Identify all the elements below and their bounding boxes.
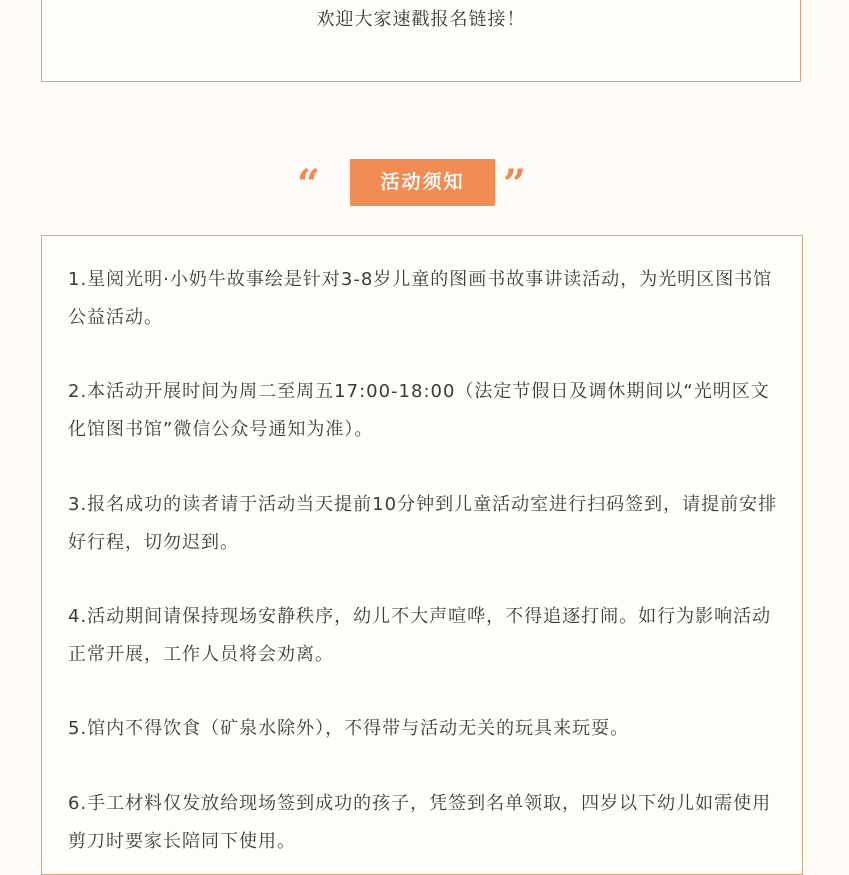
intro-text: 欢迎大家速戳报名链接！ <box>316 9 526 30</box>
notice-item-2: 2.本活动开展时间为周二至周五17:00-18:00（法定节假日及调休期间以“光明区文化馆图书馆”微信公众号通知为准）。 <box>68 381 770 440</box>
notice-item-6: 6.手工材料仅发放给现场签到成功的孩子，凭签到名单领取，四岁以下幼儿如需使用剪刀时要家长陪同下使用。 <box>68 793 772 852</box>
notice-item-3: 3.报名成功的读者请于活动当天提前10分钟到儿童活动室进行扫码签到，请提前安排好行程，切勿迟到。 <box>68 494 778 553</box>
open-quote-icon: “ <box>297 161 321 208</box>
section-title: 活动须知 <box>350 159 495 206</box>
close-quote-icon: ” <box>503 161 527 208</box>
notice-box <box>41 235 803 875</box>
notice-item-1: 1.星阅光明·小奶牛故事绘是针对3-8岁儿童的图画书故事讲读活动，为光明区图书馆公益活动。 <box>68 269 773 328</box>
intro-box <box>41 0 801 82</box>
notice-item-4: 4.活动期间请保持现场安静秩序，幼儿不大声喧哗，不得追逐打闹。如行为影响活动正常开展，工作人员将会劝离。 <box>68 606 772 665</box>
section-header <box>0 159 849 206</box>
notice-item-5: 5.馆内不得饮食（矿泉水除外），不得带与活动无关的玩具来玩耍。 <box>68 718 630 739</box>
